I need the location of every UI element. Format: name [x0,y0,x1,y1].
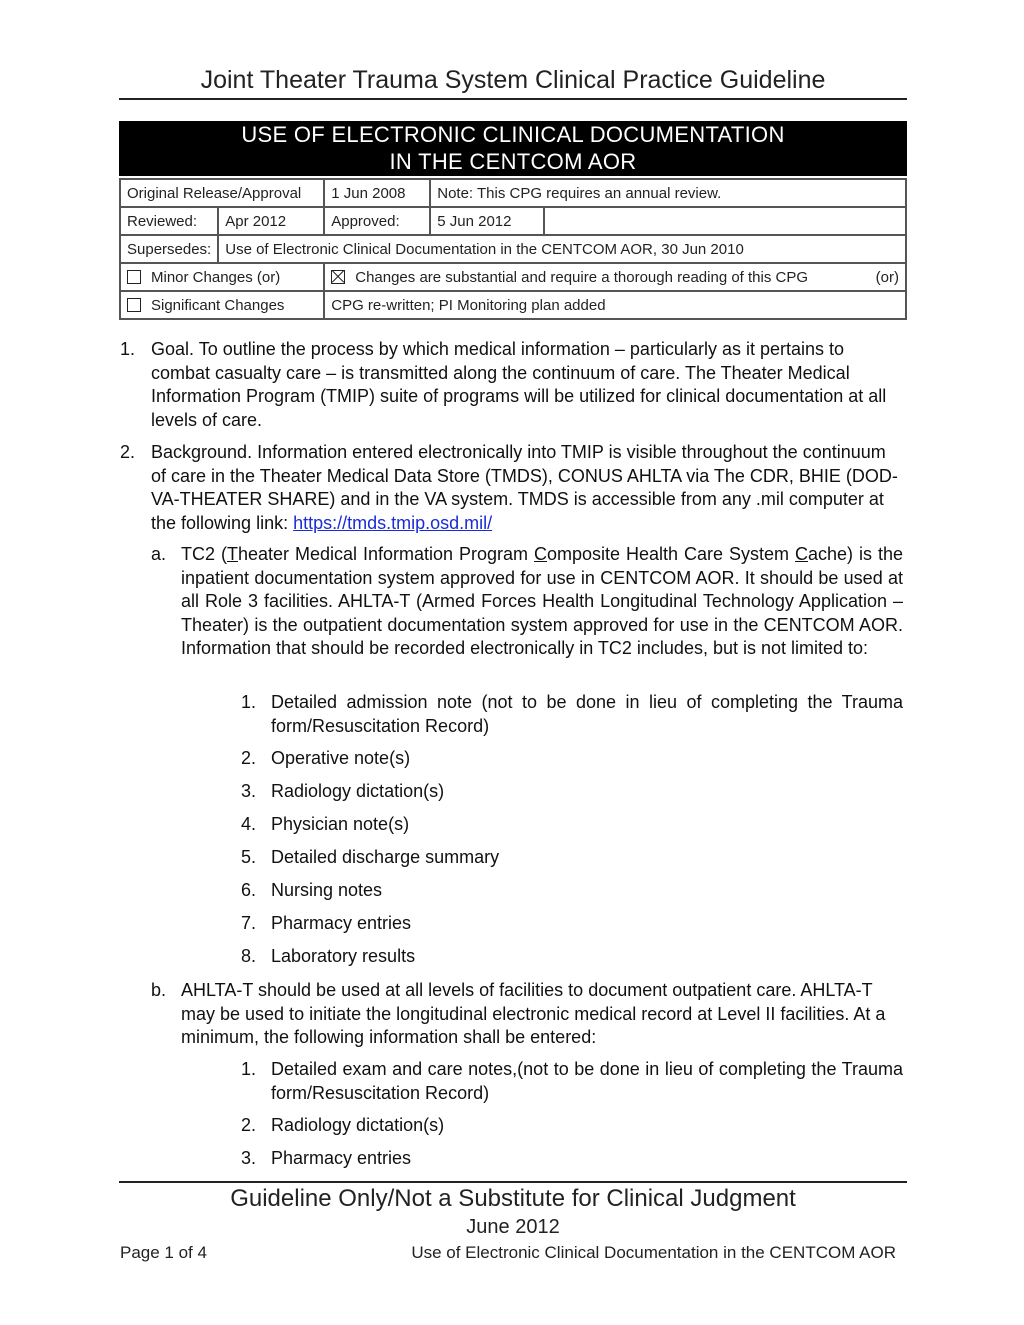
section-1-goal: Goal. To outline the process by which medical information – particularly as it pertains to combat casualty care – is transmitted along the continuum of care. The Theater Medical Information Program (TMIP) suite of programs will be utilized for clinical documentation at all levels of care. [151,339,887,430]
minor-changes-label: Minor Changes (or) [151,268,281,286]
sub-a-text: omposite Health Care System [547,544,796,564]
supersedes-value: Use of Electronic Clinical Documentation in the CENTCOM AOR, 30 Jun 2010 [218,235,906,263]
original-release-date: 1 Jun 2008 [324,179,430,207]
title-line-2: IN THE CENTCOM AOR [389,149,637,174]
list-item: Pharmacy entries [271,1148,412,1168]
original-release-label: Original Release/Approval [120,179,324,207]
supersedes-label: Supersedes: [120,235,218,263]
footer-rule [119,1181,907,1183]
significant-changes-cell [120,291,324,319]
significant-changes-checkbox[interactable] [127,298,141,312]
reviewed-date: Apr 2012 [218,207,324,235]
empty-cell [544,207,906,235]
list-item-number: 8. [241,946,257,966]
list-item: Detailed exam and care notes,(not to be done in lieu of completing the Trauma form/Resuscitation Record) [271,1059,903,1103]
document-metadata-table [119,178,907,320]
list-item: Nursing notes [271,880,383,900]
list-item-number: 7. [241,913,257,933]
sub-a-text: TC2 ( [181,544,227,564]
list-item: Radiology dictation(s) [271,781,445,801]
sub-b-paragraph: AHLTA-T should be used at all levels of facilities to document outpatient care. AHLTA-T may be used to initiate the longitudinal electronic medical record at Level II facilities. At a minimum, the following information shall be entered: [181,980,886,1047]
list-item: Physician note(s) [271,814,410,834]
approved-date: 5 Jun 2012 [430,207,544,235]
list-item-number: 3. [241,1148,257,1168]
section-2-background [151,441,903,535]
running-header: Joint Theater Trauma System Clinical Practice Guideline [200,66,826,94]
list-item-number: 5. [241,847,257,867]
list-item: Detailed discharge summary [271,847,500,867]
list-item: Pharmacy entries [271,913,412,933]
sub-a-label: a. [151,544,167,564]
list-item: Laboratory results [271,946,416,966]
sub-b-label: b. [151,980,167,1000]
document-title [119,121,907,176]
minor-changes-cell [120,263,324,291]
footer-disclaimer: Guideline Only/Not a Substitute for Clinical Judgment [230,1185,796,1212]
sub-a-underline: T [226,544,238,564]
annual-review-note: Note: This CPG requires an annual review. [430,179,906,207]
reviewed-label: Reviewed: [120,207,218,235]
list-item: Radiology dictation(s) [271,1115,445,1135]
page-number: Page 1 of 4 [120,1243,207,1262]
sub-a-underline: C [534,544,548,564]
sub-a-text: heater Medical Information Program [237,544,535,564]
list-item-number: 4. [241,814,257,834]
substantial-changes-label: Changes are substantial and require a thorough reading of this CPG [355,268,809,286]
sub-a-paragraph [181,543,903,661]
tmds-link[interactable]: https://tmds.tmip.osd.mil/ [293,512,493,533]
significant-changes-label: Significant Changes [151,296,285,314]
minor-changes-checkbox[interactable] [127,270,141,284]
significant-changes-value: CPG re-written; PI Monitoring plan added [324,291,906,319]
sub-a-underline: C [795,544,809,564]
list-item-number: 3. [241,781,257,801]
list-item: Operative note(s) [271,748,411,768]
list-item-number: 1. [241,692,257,712]
title-line-1: USE OF ELECTRONIC CLINICAL DOCUMENTATION [241,122,785,147]
footer-document-title: Use of Electronic Clinical Documentation in the CENTCOM AOR [411,1243,896,1262]
approved-label: Approved: [324,207,430,235]
section-2-number: 2. [120,442,136,462]
sub-a-text: ache) is the inpatient documentation system approved for use in CENTCOM AOR. It should be used at all Role 3 facilities. AHLTA-T (Armed Forces Health Longitudinal Technology Application – Theater) is the outpatient documentation system approved for use in the CENTCOM AOR. Information that should be recorded electronically in TC2 includes, but is not limited to: [181,544,904,658]
section-2-text: Background. Information entered electronically into TMIP is visible throughout the continuum of care in the Theater Medical Data Store (TMDS), CONUS AHLTA via The CDR, BHIE (DOD-VA-THEATER SHARE) and in the VA system. TMDS is accessible from any .mil computer at the following link: [151,442,898,533]
footer-date: June 2012 [466,1216,560,1238]
header-rule [119,98,907,100]
list-item-number: 1. [241,1059,257,1079]
list-item: Detailed admission note (not to be done in lieu of completing the Trauma form/Resuscitation Record) [271,692,903,736]
substantial-changes-cell [324,263,849,291]
substantial-or: (or) [849,263,906,291]
list-item-number: 2. [241,748,257,768]
substantial-changes-checkbox[interactable] [331,270,345,284]
list-item-number: 6. [241,880,257,900]
section-1-number: 1. [120,339,136,359]
list-item-number: 2. [241,1115,257,1135]
